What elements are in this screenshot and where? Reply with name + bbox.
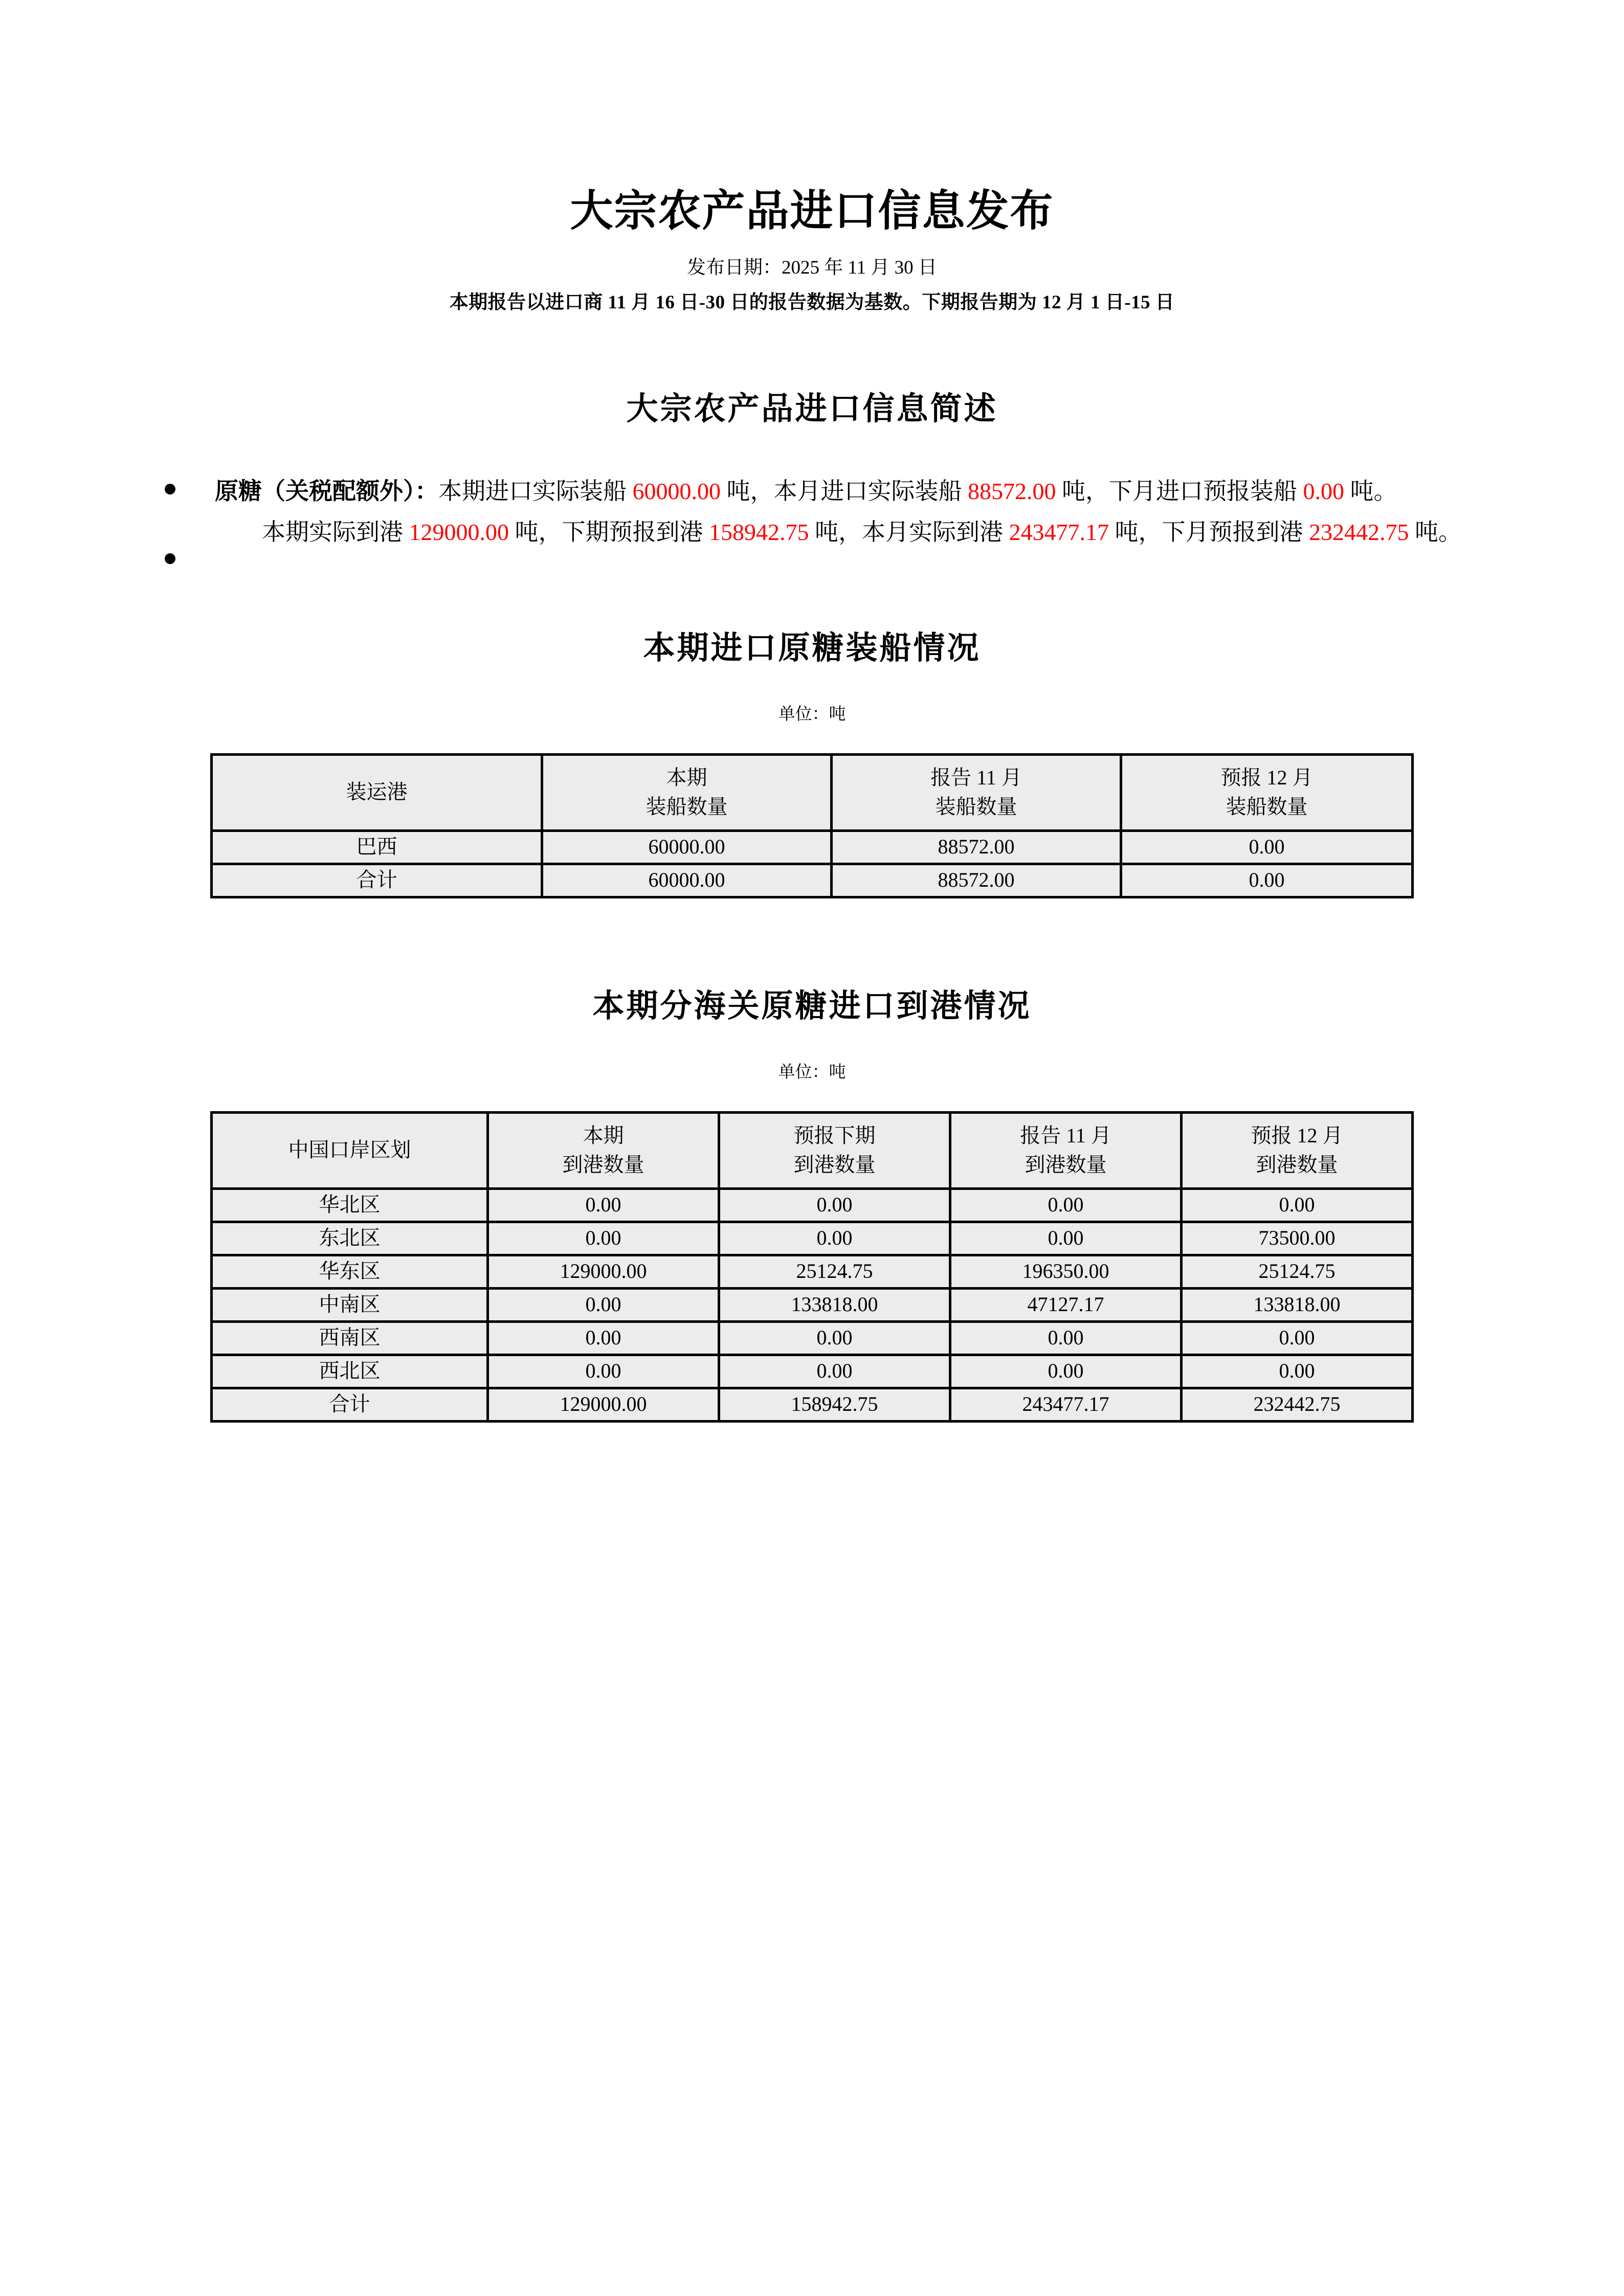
cell-dec: 0.00 xyxy=(1182,1321,1413,1355)
cell-port: 巴西 xyxy=(212,830,542,864)
table-row xyxy=(212,1188,1413,1222)
cell-current: 60000.00 xyxy=(542,830,832,864)
cell-nov: 196350.00 xyxy=(950,1255,1182,1288)
shipment-table-wrapper xyxy=(0,753,1624,898)
arrival-table xyxy=(210,1111,1414,1423)
spacer xyxy=(0,898,1624,980)
summary-item-label: 原糖（关税配额外） xyxy=(215,478,415,504)
column-header-nov-report-arrival xyxy=(950,1112,1182,1188)
header-line-1: 预报 12 月 xyxy=(1251,1124,1343,1147)
cell-nov: 88572.00 xyxy=(832,830,1121,864)
summary-value-month-arrived: 243477.17 xyxy=(1009,519,1109,546)
summary-list-item-raw-sugar-arrival xyxy=(0,513,1624,552)
table-row xyxy=(212,1255,1413,1288)
spacer xyxy=(0,1083,1624,1111)
cell-nov: 243477.17 xyxy=(950,1388,1182,1421)
cell-current: 0.00 xyxy=(488,1222,719,1255)
cell-nov: 47127.17 xyxy=(950,1288,1182,1321)
table-header-row xyxy=(212,754,1413,830)
summary2-text-2: 吨，下期预报到港 xyxy=(509,519,709,546)
column-header-dec-forecast-arrival xyxy=(1182,1112,1413,1188)
table-row xyxy=(212,830,1413,864)
column-header-nov-report-shipment xyxy=(832,754,1121,830)
spacer xyxy=(0,668,1624,701)
summary2-text-1: 本期实际到港 xyxy=(262,519,409,546)
spacer xyxy=(0,1026,1624,1059)
arrival-section-heading: 本期分海关原糖进口到港情况 xyxy=(592,988,1032,1024)
cell-dec: 232442.75 xyxy=(1182,1388,1413,1421)
bullet-icon xyxy=(165,484,175,494)
cell-current: 0.00 xyxy=(488,1321,719,1355)
summary-text-3: 吨，下月进口预报装船 xyxy=(1056,478,1303,504)
summary-text-4: 吨。 xyxy=(1344,478,1397,504)
cell-port: 合计 xyxy=(212,864,542,897)
cell-nov: 0.00 xyxy=(950,1188,1182,1222)
cell-next-forecast: 158942.75 xyxy=(719,1388,950,1421)
cell-next-forecast: 133818.00 xyxy=(719,1288,950,1321)
header-line-1: 本期 xyxy=(666,766,707,789)
cell-current: 0.00 xyxy=(488,1355,719,1388)
arrival-unit-label: 单位：吨 xyxy=(778,1063,846,1082)
cell-dec: 133818.00 xyxy=(1182,1288,1413,1321)
summary2-text-3: 吨，本月实际到港 xyxy=(809,519,1009,546)
header-line-1: 中国口岸区划 xyxy=(288,1138,411,1162)
cell-nov: 88572.00 xyxy=(832,864,1121,897)
header-line-2: 装船数量 xyxy=(935,795,1017,818)
cell-region: 华东区 xyxy=(212,1255,488,1288)
header-line-2: 到港数量 xyxy=(1025,1153,1107,1176)
cell-dec: 0.00 xyxy=(1182,1355,1413,1388)
summary-list xyxy=(0,472,1624,552)
summary-value-current-shipped: 60000.00 xyxy=(632,478,721,504)
summary-value-current-arrived: 129000.00 xyxy=(409,519,509,546)
shipment-table xyxy=(210,753,1414,898)
summary-list-item-raw-sugar-shipment xyxy=(0,472,1624,511)
masthead xyxy=(0,0,1624,318)
table-row-total xyxy=(212,864,1413,897)
table-header-row xyxy=(212,1112,1413,1188)
cell-current: 129000.00 xyxy=(488,1388,719,1421)
cell-next-forecast: 0.00 xyxy=(719,1321,950,1355)
header-line-2: 到港数量 xyxy=(793,1153,876,1176)
summary2-text-4: 吨，下月预报到港 xyxy=(1109,519,1309,546)
cell-nov: 0.00 xyxy=(950,1355,1182,1388)
summary-section-heading: 大宗农产品进口信息简述 xyxy=(626,391,998,426)
header-line-2: 到港数量 xyxy=(1256,1153,1338,1176)
header-line-2: 装船数量 xyxy=(646,795,728,818)
header-line-1: 报告 11 月 xyxy=(930,766,1022,789)
cell-dec: 25124.75 xyxy=(1182,1255,1413,1288)
table-row xyxy=(212,1355,1413,1388)
spacer xyxy=(0,725,1624,753)
table-row xyxy=(212,1222,1413,1255)
reporting-period-note: 本期报告以进口商 11 月 16 日-30 日的报告数据为基数。下期报告期为 12 月 1 日-15 日 xyxy=(449,291,1175,313)
column-header-current-period-shipment xyxy=(542,754,832,830)
page-title: 大宗农产品进口信息发布 xyxy=(570,188,1054,235)
cell-dec: 0.00 xyxy=(1121,830,1413,864)
cell-dec: 73500.00 xyxy=(1182,1222,1413,1255)
header-line-1: 本期 xyxy=(583,1124,624,1147)
header-line-1: 预报 12 月 xyxy=(1220,766,1313,789)
cell-current: 60000.00 xyxy=(542,864,832,897)
summary-value-next-month-forecast-arrival: 232442.75 xyxy=(1309,519,1409,546)
header-line-2: 到港数量 xyxy=(562,1153,644,1176)
cell-next-forecast: 0.00 xyxy=(719,1222,950,1255)
cell-region: 华北区 xyxy=(212,1188,488,1222)
column-header-next-period-forecast-arrival xyxy=(719,1112,950,1188)
column-header-china-port-region xyxy=(212,1112,488,1188)
column-header-dec-forecast-shipment xyxy=(1121,754,1413,830)
summary-value-month-shipped: 88572.00 xyxy=(968,478,1056,504)
summary-value-next-period-forecast-arrival: 158942.75 xyxy=(709,519,809,546)
publish-date: 发布日期：2025 年 11 月 30 日 xyxy=(687,257,937,279)
summary-text-1: 本期进口实际装船 xyxy=(438,478,633,504)
cell-dec: 0.00 xyxy=(1121,864,1413,897)
cell-current: 0.00 xyxy=(488,1288,719,1321)
summary-item-colon: ： xyxy=(415,478,438,504)
cell-nov: 0.00 xyxy=(950,1222,1182,1255)
header-line-1: 预报下期 xyxy=(793,1124,876,1147)
shipment-unit-label: 单位：吨 xyxy=(778,705,846,724)
cell-region: 西北区 xyxy=(212,1355,488,1388)
cell-next-forecast: 0.00 xyxy=(719,1355,950,1388)
cell-dec: 0.00 xyxy=(1182,1188,1413,1222)
header-line-2: 装船数量 xyxy=(1226,795,1308,818)
table-row xyxy=(212,1288,1413,1321)
summary2-text-5: 吨。 xyxy=(1409,519,1462,546)
shipment-section-heading: 本期进口原糖装船情况 xyxy=(643,631,981,666)
cell-nov: 0.00 xyxy=(950,1321,1182,1355)
cell-current: 0.00 xyxy=(488,1188,719,1222)
header-line-1: 装运港 xyxy=(346,780,408,804)
summary-value-next-month-forecast-shipped: 0.00 xyxy=(1303,478,1344,504)
cell-next-forecast: 25124.75 xyxy=(719,1255,950,1288)
summary-text-2: 吨，本月进口实际装船 xyxy=(721,478,968,504)
table-row-total xyxy=(212,1388,1413,1421)
cell-region: 合计 xyxy=(212,1388,488,1421)
cell-region: 东北区 xyxy=(212,1222,488,1255)
cell-next-forecast: 0.00 xyxy=(719,1188,950,1222)
cell-current: 129000.00 xyxy=(488,1255,719,1288)
cell-region: 西南区 xyxy=(212,1321,488,1355)
header-line-1: 报告 11 月 xyxy=(1020,1124,1111,1147)
spacer xyxy=(0,555,1624,622)
column-header-current-period-arrival xyxy=(488,1112,719,1188)
table-row xyxy=(212,1321,1413,1355)
cell-region: 中南区 xyxy=(212,1288,488,1321)
column-header-port xyxy=(212,754,542,830)
arrival-table-wrapper xyxy=(0,1111,1624,1423)
